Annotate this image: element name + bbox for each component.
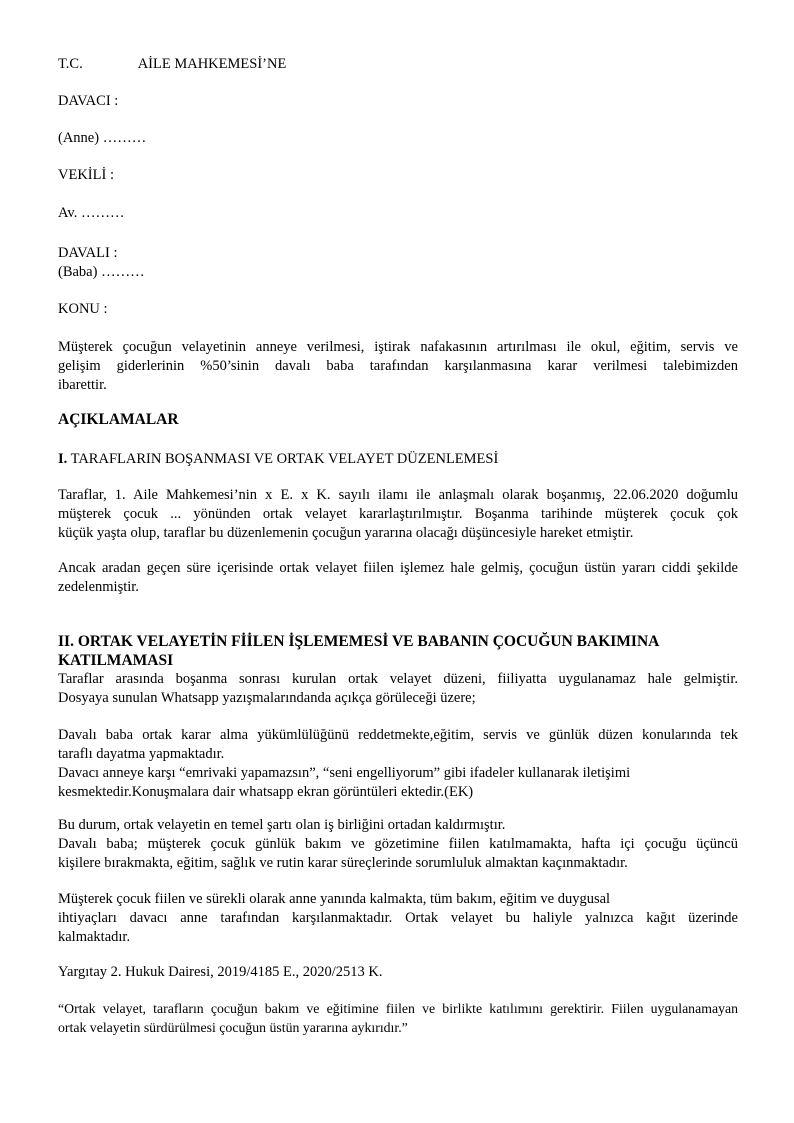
text-line: Taraflar, 1. Aile Mahkemesi’nin x E. x K. sayılı ilamı ile anlaşmalı olarak boşanmış, 22.06.2020 doğumlu [58,487,738,503]
section2-paragraph-4 [58,890,738,947]
text-line: gelişim giderlerinin %50’sinin davalı baba tarafından karşılanmasına karar verilmesi talebimizden [58,358,738,374]
case-citation: Yargıtay 2. Hukuk Dairesi, 2019/4185 E., 2020/2513 K. [58,964,383,980]
text-line: Taraflar arasında boşanma sonrası kurulan ortak velayet düzeni, fiiliyatta uygulanamaz hale gelmiştir. [58,671,738,687]
section1-heading [58,450,498,469]
section1-title: TARAFLARIN BOŞANMASI VE ORTAK VELAYET DÜZENLEMESİ [67,451,499,467]
text-line: ortak velayetin sürdürülmesi çocuğun üstün yararına aykırıdır.” [58,1020,408,1035]
quote-paragraph [58,999,738,1037]
davaci-value: (Anne) ……… [58,130,147,146]
section2-heading-line-1: II. ORTAK VELAYETİN FİİLEN İŞLEMEMESİ VE BABANIN ÇOCUĞUN BAKIMINA [58,633,660,650]
text-line: Davalı baba ortak karar alma yükümlülüğünü reddetmekte,eğitim, servis ve günlük düzen konularında tek [58,727,738,743]
davali-label: DAVALI : [58,245,118,261]
text-line: taraflı dayatma yapmaktadır. [58,746,225,762]
text-line: Müşterek çocuk fiilen ve sürekli olarak anne yanında kalmakta, tüm bakım, eğitim ve duygusal [58,891,611,907]
text-line: ibarettir. [58,377,107,393]
text-line: Davalı baba; müşterek çocuk günlük bakım ve gözetimine fiilen katılmamakta, hafta içi çocuğu üçüncü [58,836,738,852]
text-line: ihtiyaçları davacı anne tarafından karşılanmaktadır. Ortak velayet bu haliyle yalnızca kağıt üzerinde [58,910,738,926]
text-line: kalmaktadır. [58,929,131,945]
davaci-label: DAVACI : [58,93,119,109]
konu-label: KONU : [58,301,108,317]
text-line: Dosyaya sunulan Whatsapp yazışmalarındanda açıkça görüleceği üzere; [58,690,476,706]
text-line: Bu durum, ortak velayetin en temel şartı olan iş birliğini ortadan kaldırmıştır. [58,817,506,833]
text-line: zedelenmiştir. [58,579,139,595]
vekil-value: Av. ……… [58,205,125,221]
section1-paragraph-2 [58,559,738,597]
text-line: kesmektedir.Konuşmalara dair whatsapp ekran görüntüleri ektedir.(EK) [58,784,474,800]
section1-paragraph-1 [58,486,738,543]
text-line: Ancak aradan geçen süre içerisinde ortak velayet fiilen işlemez hale gelmiş, çocuğun üstün yararı ciddi şekilde [58,560,738,576]
tc-label: T.C. [58,56,83,72]
davali-value: (Baba) ……… [58,264,145,280]
konu-paragraph [58,338,738,395]
text-line: müşterek çocuk ... yönünden ortak velayet kararlaştırılmıştır. Boşanma tarihinde müşterek çocuk çok [58,506,738,522]
text-line: Davacı anneye karşı “emrivaki yapamazsın”, “seni engelliyorum” gibi ifadeler kullanarak iletişimi [58,765,631,781]
text-line: Müşterek çocuğun velayetinin anneye verilmesi, iştirak nafakasının artırılması ile okul, eğitim, servis ve [58,339,738,355]
vekil-label: VEKİLİ : [58,167,114,183]
section2-paragraph-3 [58,816,738,873]
section2-heading-line-2: KATILMAMASI [58,652,174,669]
text-line: kişilere bırakmakta, eğitim, sağlık ve rutin karar süreçlerinde sorumluluk almaktan kaçınmaktadır. [58,855,628,871]
text-line: küçük yaşta olup, taraflar bu düzenlemenin çocuğun yararına olacağı düşüncesiyle hareket etmiştir. [58,525,634,541]
header-line [58,55,286,74]
text-line: “Ortak velayet, tarafların çocuğun bakım ve eğitimine fiilen ve birlikte katılımını gerektirir. Fiilen uygulanamayan [58,1001,738,1016]
section1-number: I. [58,451,68,467]
court-name: AİLE MAHKEMESİ’NE [137,56,287,72]
section2-paragraph-2 [58,726,738,802]
section2-paragraph-1 [58,670,738,708]
aciklamalar-heading: AÇIKLAMALAR [58,411,179,428]
